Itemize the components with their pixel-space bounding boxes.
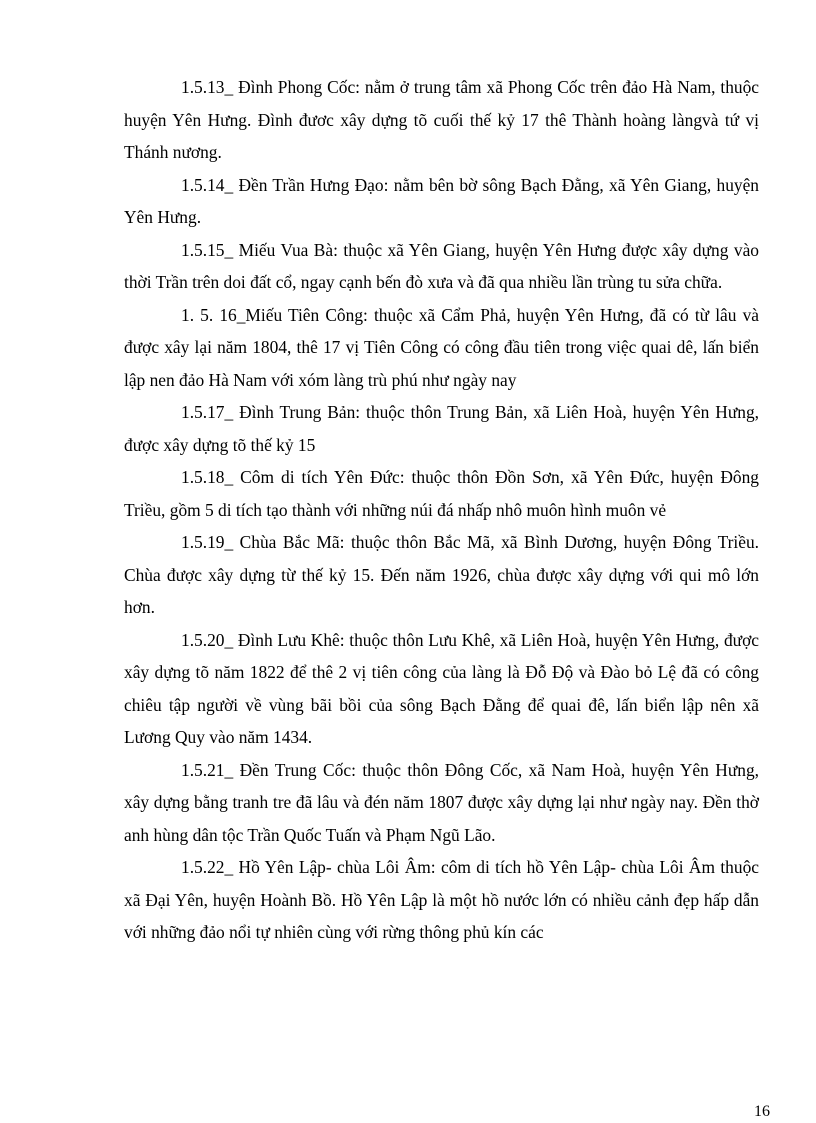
paragraph-1-5-19: 1.5.19_ Chùa Bắc Mã: thuộc thôn Bắc Mã, xã Bình Dương, huyện Đông Triều. Chùa được xây dựng từ thế kỷ 15. Đến năm 1926, chùa được xây dựng với qui mô lớn hơn. [124, 532, 759, 617]
paragraph-1-5-14: 1.5.14_ Đền Trần Hưng Đạo: nằm bên bờ sông Bạch Đằng, xã Yên Giang, huyện Yên Hưng. [124, 174, 759, 227]
paragraph-1-5-16: 1. 5. 16_Miếu Tiên Công: thuộc xã Cẩm Phả, huyện Yên Hưng, đã có từ lâu và được xây lại năm 1804, thê 17 vị Tiên Công có công đầu tiên trong việc quai dê, lấn biển lập nen đảo Hà Nam với xóm làng trù phú như ngày nay [124, 304, 759, 390]
document-body [124, 71, 759, 949]
paragraph-1-5-15: 1.5.15_ Miếu Vua Bà: thuộc xã Yên Giang, huyện Yên Hưng được xây dựng vào thời Trần trên doi đất cổ, ngay cạnh bến đò xưa và đã qua nhiều lần trùng tu sửa chữa. [124, 239, 759, 292]
paragraph-1-5-20: 1.5.20_ Đình Lưu Khê: thuộc thôn Lưu Khê, xã Liên Hoà, huyện Yên Hưng, được xây dựng tõ năm 1822 để thê 2 vị tiên công của làng là Đỗ Độ và Đào bỏ Lệ đã có công chiêu tập người về vùng bãi bồi của sông Bạch Đằng để quai đê, lấn biển lập nên xã Lương Quy vào năm 1434. [124, 629, 759, 747]
paragraph-1-5-21: 1.5.21_ Đền Trung Cốc: thuộc thôn Đông Cốc, xã Nam Hoà, huyện Yên Hưng, xây dựng bằng tranh tre đã lâu và đén năm 1807 được xây dựng lại như ngày nay. Đền thờ anh hùng dân tộc Trần Quốc Tuấn và Phạm Ngũ Lão. [124, 759, 759, 845]
paragraph-1-5-13: 1.5.13_ Đình Phong Cốc: nằm ở trung tâm xã Phong Cốc trên đảo Hà Nam, thuộc huyện Yên Hưng. Đình đươc xây dựng tõ cuối thế kỷ 17 thê Thành hoàng làngvà tứ vị Thánh nương. [124, 77, 759, 162]
paragraph-1-5-18: 1.5.18_ Côm di tích Yên Đức: thuộc thôn Đồn Sơn, xã Yên Đức, huyện Đông Triều, gồm 5 di tích tạo thành với những núi đá nhấp nhô muôn hình muôn vẻ [124, 467, 759, 520]
paragraph-1-5-17: 1.5.17_ Đình Trung Bản: thuộc thôn Trung Bản, xã Liên Hoà, huyện Yên Hưng, được xây dựng tõ thế kỷ 15 [124, 402, 759, 455]
paragraph-1-5-22: 1.5.22_ Hồ Yên Lập- chùa Lôi Âm: côm di tích hồ Yên Lập- chùa Lôi Âm thuộc xã Đại Yên, huyện Hoành Bồ. Hồ Yên Lập là một hồ nước lớn có nhiều cảnh đẹp hấp dẫn với những đảo nổi tự nhiên cùng với rừng thông phủ kín các [124, 857, 759, 942]
page-number: 16 [754, 1103, 770, 1120]
